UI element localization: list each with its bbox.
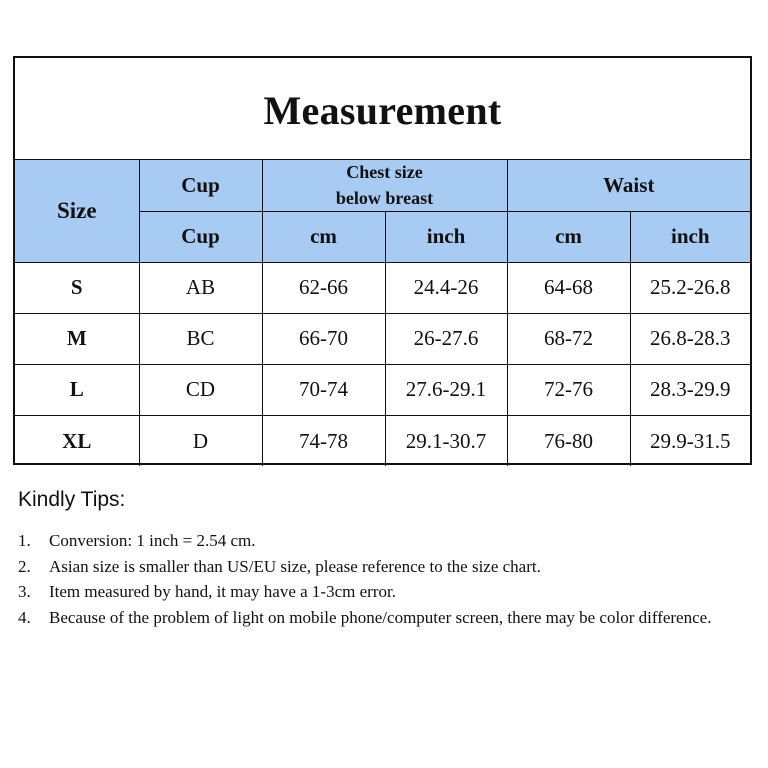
cell-cup: AB xyxy=(139,262,262,313)
table-row xyxy=(15,313,750,364)
cell-cup: BC xyxy=(139,313,262,364)
cell-chest-inch: 26-27.6 xyxy=(385,313,507,364)
tip-item xyxy=(18,579,738,605)
tips-heading: Kindly Tips: xyxy=(18,488,126,511)
header-chest-cm: cm xyxy=(262,211,385,262)
tip-text: Asian size is smaller than US/EU size, please reference to the size chart. xyxy=(49,556,541,576)
header-cup: Cup xyxy=(139,160,262,211)
chart-title: Measurement xyxy=(15,58,750,160)
cell-chest-cm: 70-74 xyxy=(262,364,385,415)
table-header-row-1 xyxy=(15,160,750,211)
cell-waist-inch: 25.2-26.8 xyxy=(630,262,750,313)
tip-item xyxy=(18,605,738,631)
tip-text: Because of the problem of light on mobile phone/computer screen, there may be color difference. xyxy=(49,607,712,627)
cell-waist-cm: 68-72 xyxy=(507,313,630,364)
header-waist-inch: inch xyxy=(630,211,750,262)
cell-waist-inch: 28.3-29.9 xyxy=(630,364,750,415)
header-chest-line-2: below breast xyxy=(335,187,434,208)
cell-size: M xyxy=(15,313,139,364)
tip-item xyxy=(18,528,738,554)
header-waist: Waist xyxy=(507,160,750,211)
cell-waist-inch: 26.8-28.3 xyxy=(630,313,750,364)
header-chest-size xyxy=(262,160,507,211)
cell-chest-inch: 27.6-29.1 xyxy=(385,364,507,415)
tip-number: 2. xyxy=(18,556,31,576)
tip-text: Item measured by hand, it may have a 1-3cm error. xyxy=(49,582,396,601)
tip-text: Conversion: 1 inch = 2.54 cm. xyxy=(49,531,256,550)
tip-number: 4. xyxy=(18,607,31,627)
cell-size: L xyxy=(15,364,139,415)
tip-number: 1. xyxy=(18,531,31,550)
header-waist-cm: cm xyxy=(507,211,630,262)
cell-waist-cm: 64-68 xyxy=(507,262,630,313)
tips-section xyxy=(18,488,738,630)
cell-chest-inch: 24.4-26 xyxy=(385,262,507,313)
cell-size: XL xyxy=(15,415,139,466)
cell-waist-inch: 29.9-31.5 xyxy=(630,415,750,466)
size-chart xyxy=(13,56,752,465)
header-chest-line-1: Chest size xyxy=(346,161,423,182)
tip-item xyxy=(18,554,738,580)
size-table xyxy=(15,160,750,466)
header-cup-sub: Cup xyxy=(139,211,262,262)
tip-number: 3. xyxy=(18,582,31,601)
table-row xyxy=(15,415,750,466)
cell-waist-cm: 76-80 xyxy=(507,415,630,466)
cell-waist-cm: 72-76 xyxy=(507,364,630,415)
cell-chest-cm: 74-78 xyxy=(262,415,385,466)
tips-list xyxy=(18,528,738,630)
table-row xyxy=(15,364,750,415)
cell-cup: CD xyxy=(139,364,262,415)
cell-chest-inch: 29.1-30.7 xyxy=(385,415,507,466)
header-chest-inch: inch xyxy=(385,211,507,262)
cell-chest-cm: 66-70 xyxy=(262,313,385,364)
cell-size: S xyxy=(15,262,139,313)
cell-cup: D xyxy=(139,415,262,466)
table-row xyxy=(15,262,750,313)
cell-chest-cm: 62-66 xyxy=(262,262,385,313)
header-size: Size xyxy=(15,160,139,262)
